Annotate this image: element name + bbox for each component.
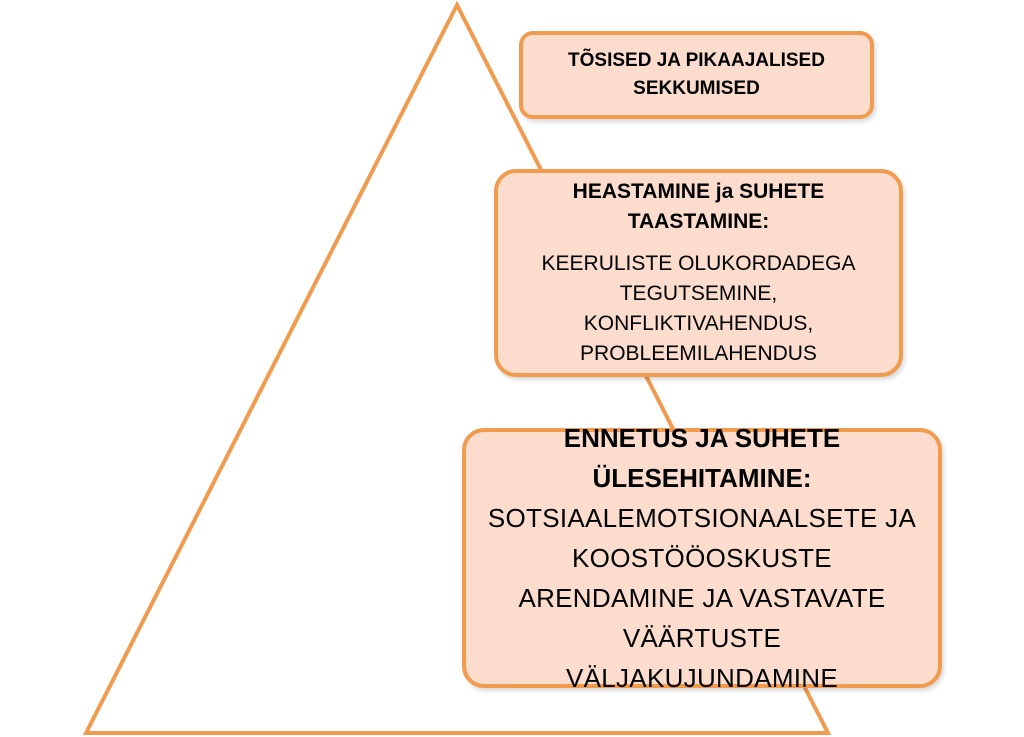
tier-top-title: TÕSISED JA PIKAAJALISED SEKKUMISED: [568, 50, 825, 99]
tier-bottom-title: ENNETUS JA SUHETE ÜLESEHITAMINE:: [563, 423, 841, 493]
tier-box-middle: [494, 169, 903, 377]
tier-bottom-body: SOTSIAALEMOTSIONAALSETE JA KOOSTÖÖOSKUSTE ARENDAMINE JA VASTAVATE VÄÄRTUSTE VÄLJAKUJUNDAMINE: [487, 503, 917, 693]
tier-box-top: [519, 31, 874, 119]
tier-box-bottom: [462, 423, 942, 693]
tier-middle-body: KEERULISTE OLUKORDADEGA TEGUTSEMINE, KONFLIKTIVAHENDUS, PROBLEEMILAHENDUS: [541, 252, 856, 365]
tier-middle-title: HEASTAMINE ja SUHETE TAASTAMINE:: [572, 180, 825, 233]
